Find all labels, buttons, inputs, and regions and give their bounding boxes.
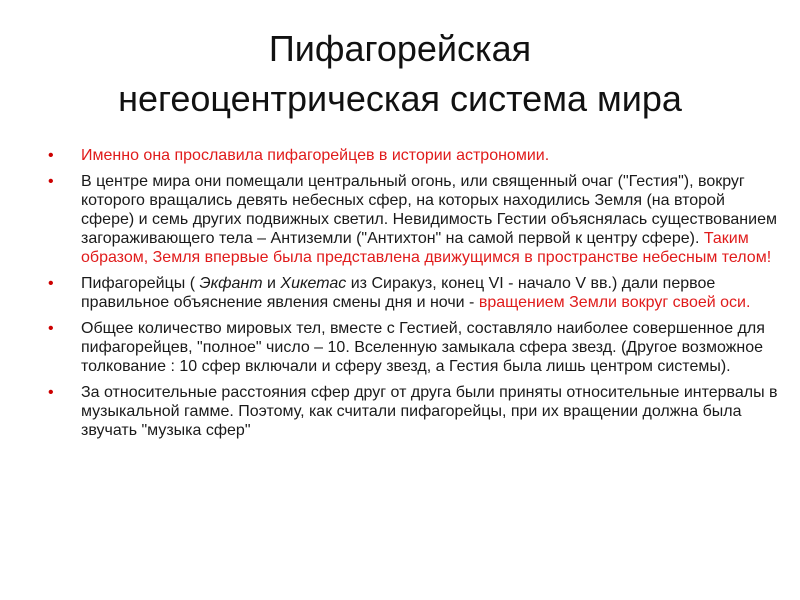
bullet-item-4 <box>44 319 779 376</box>
bullet-text: из Сиракуз, конец VI - начало V вв.) дали первое правильное объяснение явления смены дня и ночи - <box>81 275 716 311</box>
bullet-highlight-text: Таким образом, Земля впервые была представлена движущимся в пространстве небесным телом! <box>81 230 772 266</box>
bullet-text: и <box>262 275 281 292</box>
bullet-list <box>44 146 779 447</box>
bullet-item-1 <box>44 146 779 165</box>
bullet-text: Общее количество мировых тел, вместе с Гестией, составляло наиболее совершенное для пифагорейцев, "полное" число – 10. Вселенную замыкала сфера звезд. (Другое возможное толкование : 10 сфер включали и сферу звезд, а Гестия была лишь центром системы). <box>81 320 765 375</box>
bullet-dot-icon: • <box>48 320 54 337</box>
bullet-item-5 <box>44 383 779 440</box>
bullet-dot-icon: • <box>48 147 54 164</box>
person-name-hiketas: Хикетас <box>280 275 347 292</box>
bullet-item-3 <box>44 274 779 312</box>
slide-title-line-1: Пифагорейская <box>268 28 532 69</box>
bullet-text: За относительные расстояния сфер друг от друга были приняты относительные интервалы в музыкальной гамме. Поэтому, как считали пифагорейцы, при их вращении должна была звучать "музыка сфер" <box>81 384 778 439</box>
bullet-text: Пифагорейцы ( <box>81 275 200 292</box>
bullet-highlight-text: вращением Земли вокруг своей оси. <box>478 294 751 311</box>
bullet-text: Именно она прославила пифагорейцев в истории астрономии. <box>81 147 550 164</box>
bullet-item-2 <box>44 172 779 267</box>
slide-title-line-2: негеоцентрическая система мира <box>118 78 682 119</box>
slide-title <box>0 24 800 124</box>
bullet-dot-icon: • <box>48 173 54 190</box>
person-name-ekfant: Экфант <box>199 275 263 292</box>
bullet-dot-icon: • <box>48 384 54 401</box>
bullet-dot-icon: • <box>48 275 54 292</box>
bullet-text: В центре мира они помещали центральный огонь, или священный очаг ("Гестия"), вокруг которого вращались девять небесных сфер, на которых находились Земля (на второй сфере) и семь других подвижных светил. Невидимость Гестии объяснялась существованием загораживающего тела – Антиземли ("Антихтон" на самой первой к центру сфере). <box>81 173 777 247</box>
